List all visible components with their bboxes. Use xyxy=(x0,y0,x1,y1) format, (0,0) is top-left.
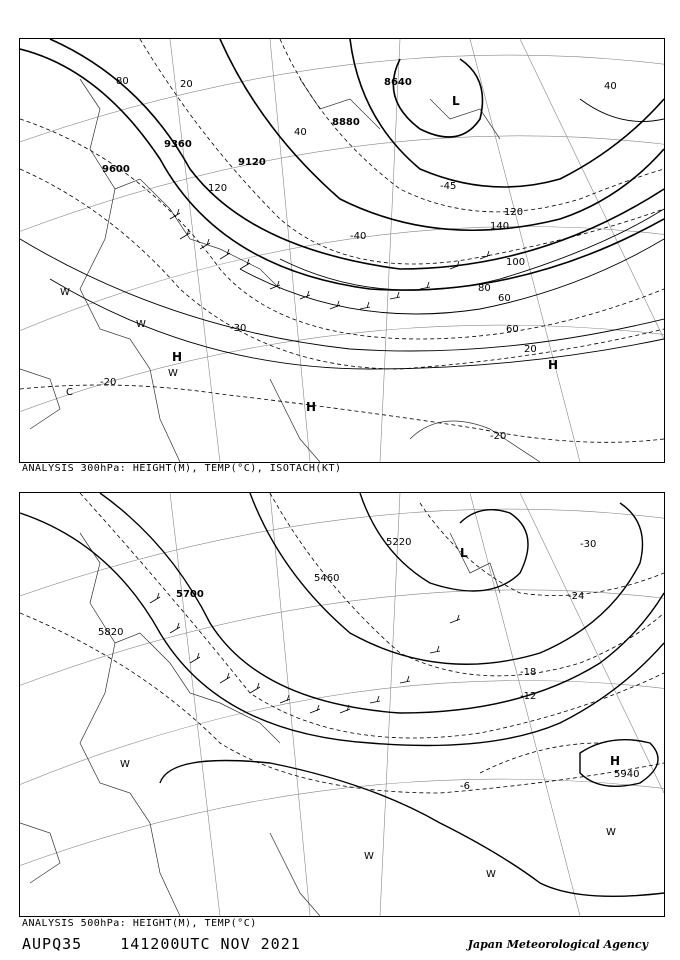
chart-code-line xyxy=(22,935,329,953)
temp-labels xyxy=(100,181,506,442)
graticule xyxy=(20,39,664,462)
height-label: 8880 xyxy=(332,117,360,128)
analysis-datetime: 141200UTC NOV 2021 xyxy=(120,935,301,953)
isotach-label: 80 xyxy=(478,283,491,294)
temp-label: -30 xyxy=(230,323,247,334)
isotach-label: 20 xyxy=(180,79,193,90)
warm-center: W xyxy=(60,287,70,298)
isotach-label: 60 xyxy=(506,324,519,335)
agency-name: Japan Meteorological Agency xyxy=(467,938,648,951)
warm-center: W xyxy=(486,869,496,880)
low-center: L xyxy=(452,94,460,108)
warm-center: W xyxy=(120,759,130,770)
temp-label: -40 xyxy=(350,231,367,242)
temp-label: -12 xyxy=(520,691,537,702)
isotach-label: 120 xyxy=(504,207,524,218)
low-center: L xyxy=(460,546,468,560)
isotach-label: 140 xyxy=(490,221,510,232)
map-panel-500hpa xyxy=(19,492,665,917)
cold-center: C xyxy=(66,387,73,398)
isotach-label: 60 xyxy=(498,293,511,304)
map-panel-300hpa xyxy=(19,38,665,463)
isotach-label: 120 xyxy=(208,183,228,194)
caption-500hpa: ANALYSIS 500hPa: HEIGHT(M), TEMP(°C) xyxy=(22,918,257,929)
isotachs xyxy=(20,99,664,369)
isotherms xyxy=(20,39,664,442)
height-label: 5820 xyxy=(98,627,124,638)
isotach-label: 80 xyxy=(116,76,129,87)
isotach-label: 100 xyxy=(506,257,526,268)
temp-label: -18 xyxy=(520,667,537,678)
height-label: 5220 xyxy=(386,537,412,548)
isotach-label: 40 xyxy=(294,127,307,138)
temp-label: -20 xyxy=(490,431,507,442)
coastlines xyxy=(20,533,500,916)
height-label: 5460 xyxy=(314,573,340,584)
isotach-label: 20 xyxy=(524,344,537,355)
temp-label: -45 xyxy=(440,181,457,192)
caption-300hpa: ANALYSIS 300hPa: HEIGHT(M), TEMP(°C), ISOTACH(KT) xyxy=(22,463,342,474)
height-label: 5940 xyxy=(614,769,640,780)
warm-center: W xyxy=(364,851,374,862)
map-500hpa xyxy=(20,493,664,916)
temp-label: -6 xyxy=(460,781,470,792)
height-label: 9360 xyxy=(164,139,192,150)
temp-label: -30 xyxy=(580,539,597,550)
high-center: H xyxy=(306,400,317,414)
chart-code: AUPQ35 xyxy=(22,935,83,953)
isotach-label: 40 xyxy=(604,81,617,92)
warm-center: W xyxy=(606,827,616,838)
high-center: H xyxy=(548,358,559,372)
map-300hpa xyxy=(20,39,664,462)
high-center: H xyxy=(172,350,183,364)
wind-barbs xyxy=(170,209,490,309)
isotherms xyxy=(20,493,664,793)
height-label: 9600 xyxy=(102,164,130,175)
height-label: 9120 xyxy=(238,157,266,168)
height-label: 8640 xyxy=(384,77,412,88)
high-center: H xyxy=(610,754,621,768)
height-label: 5700 xyxy=(176,589,204,600)
height-contours xyxy=(20,493,664,896)
warm-center: W xyxy=(168,368,178,379)
temp-label: -24 xyxy=(568,591,585,602)
temp-label: -20 xyxy=(100,377,117,388)
warm-center: W xyxy=(136,319,146,330)
